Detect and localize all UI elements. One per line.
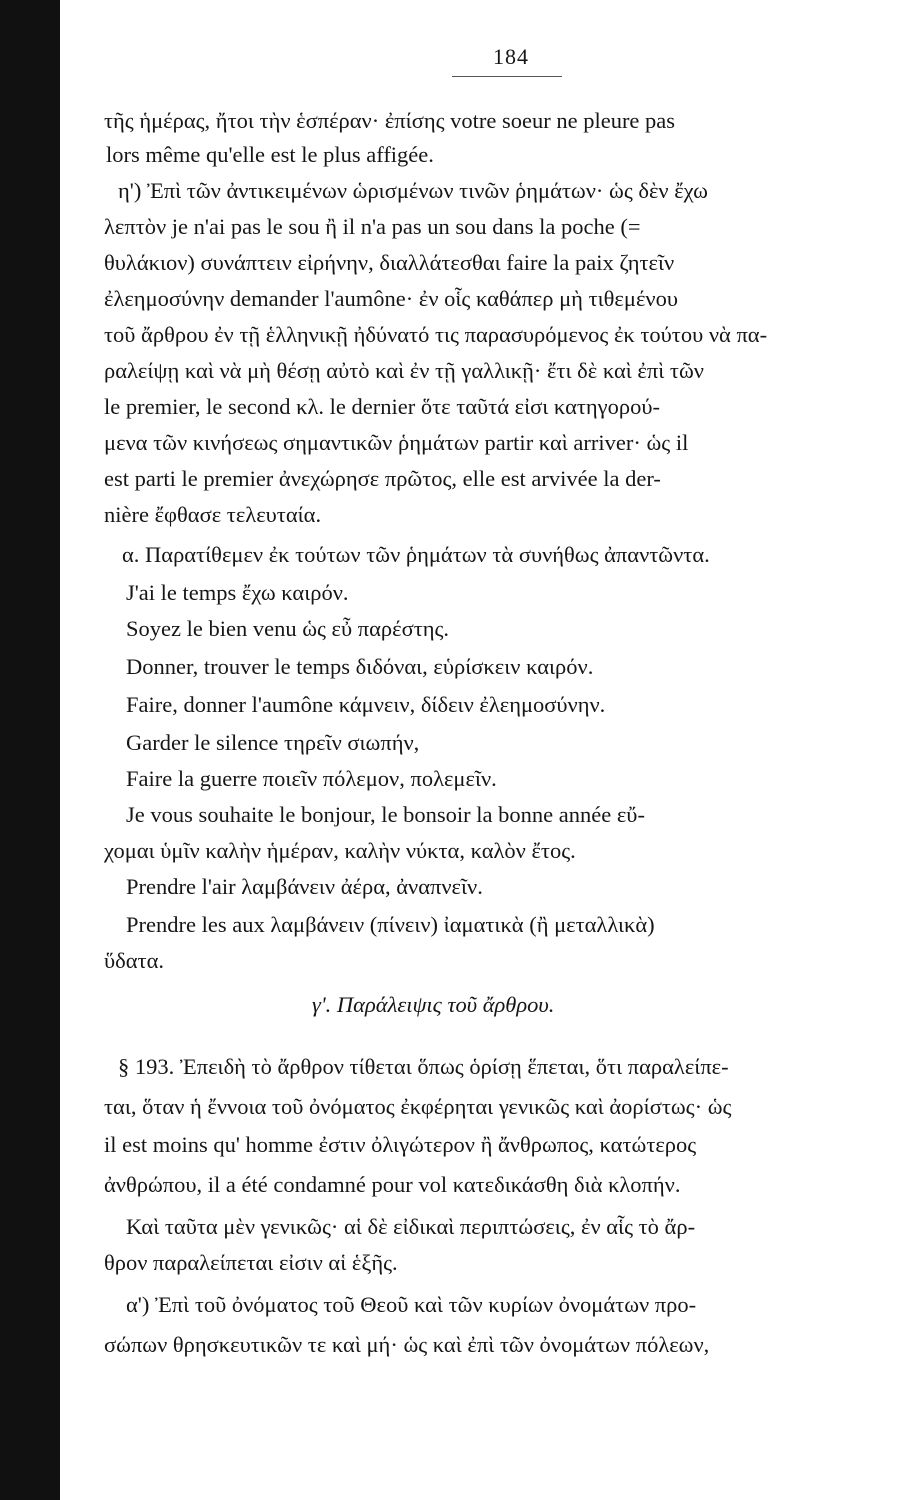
text-line: nière ἔφθασε τελευταία.: [104, 502, 322, 527]
text-line: θρον παραλείπεται εἰσιν αἱ ἑξῆς.: [104, 1250, 398, 1275]
text-line: le premier, le second κλ. le dernier ὅτε ταῦτά εἰσι κατηγορού-: [104, 394, 660, 419]
text-line: ἐλεημοσύνην demander l'aumône· ἐν οἷς καθάπερ μὴ τιθεμένου: [104, 286, 678, 311]
text-line: Prendre l'air λαμβάνειν ἀέρα, ἀναπνεῖν.: [126, 874, 483, 899]
section-heading: γ'. Παράλειψις τοῦ ἄρθρου.: [312, 992, 555, 1017]
text-line: Garder le silence τηρεῖν σιωπήν,: [126, 730, 420, 755]
text-line: Je vous souhaite le bonjour, le bonsoir la bonne année εὔ-: [126, 802, 645, 827]
text-line: τῆς ἡμέρας, ἤτοι τὴν ἑσπέραν· ἐπίσης votre soeur ne pleure pas: [104, 108, 676, 133]
text-line: θυλάκιον) συνάπτειν εἰρήνην, διαλλάτεσθαι faire la paix ζητεῖν: [104, 250, 675, 275]
page-number-rule: [452, 76, 562, 77]
text-line: σώπων θρησκευτικῶν τε καὶ μή· ὡς καὶ ἐπὶ τῶν ὀνομάτων πόλεων,: [104, 1332, 710, 1357]
text-line: χομαι ὑμῖν καλὴν ἡμέραν, καλὴν νύκτα, καλὸν ἔτος.: [104, 838, 576, 863]
text-line: ἀνθρώπου, il a été condamné pour vol κατεδικάσθη διὰ κλοπήν.: [104, 1172, 681, 1197]
text-line: ὕδατα.: [104, 948, 164, 973]
text-line: § 193. Ἐπειδὴ τὸ ἄρθρον τίθεται ὅπως ὁρίσῃ ἕπεται, ὅτι παραλείπε-: [118, 1054, 729, 1079]
text-line: Faire la guerre ποιεῖν πόλεμον, πολεμεῖν.: [126, 766, 497, 791]
text-line: μενα τῶν κινήσεως σημαντικῶν ῥημάτων partir καὶ arriver· ὡς il: [104, 430, 689, 455]
text-line: lors même qu'elle est le plus affigée.: [106, 142, 434, 167]
book-spine-shadow: [0, 0, 60, 1500]
text-line: Καὶ ταῦτα μὲν γενικῶς· αἱ δὲ εἰδικαὶ περιπτώσεις, ἐν αἷς τὸ ἄρ-: [126, 1214, 696, 1239]
text-line: τοῦ ἄρθρου ἐν τῇ ἑλληνικῇ ἠδύνατό τις παρασυρόμενος ἐκ τούτου νὰ πα-: [104, 322, 768, 347]
text-line: Prendre les aux λαμβάνειν (πίνειν) ἰαματικὰ (ἢ μεταλλικὰ): [126, 912, 655, 937]
page-number: 184: [493, 44, 529, 69]
text-line: Faire, donner l'aumône κάμνειν, δίδειν ἐλεημοσύνην.: [126, 692, 606, 717]
text-line: η') Ἐπὶ τῶν ἀντικειμένων ὡρισμένων τινῶν ῥημάτων· ὡς δὲν ἔχω: [118, 178, 708, 203]
text-line: λεπτὸν je n'ai pas le sou ἢ il n'a pas un sou dans la poche (=: [104, 214, 641, 239]
text-line: est parti le premier ἀνεχώρησε πρῶτος, elle est arvivée la der-: [104, 466, 661, 491]
text-line: il est moins qu' homme ἐστιν ὀλιγώτερον ἢ ἄνθρωπος, κατώτερος: [104, 1132, 697, 1157]
text-line: J'ai le temps ἔχω καιρόν.: [126, 580, 349, 605]
text-line: ται, ὅταν ἡ ἔννοια τοῦ ὀνόματος ἐκφέρηται γενικῶς καὶ ἀορίστως· ὡς: [104, 1094, 732, 1119]
text-line: Soyez le bien venu ὡς εὖ παρέστης.: [126, 616, 450, 641]
text-line: α') Ἐπὶ τοῦ ὀνόματος τοῦ Θεοῦ καὶ τῶν κυρίων ὀνομάτων προ-: [126, 1292, 697, 1317]
text-line: Donner, trouver le temps διδόναι, εὑρίσκειν καιρόν.: [126, 654, 594, 679]
text-line: α. Παρατίθεμεν ἐκ τούτων τῶν ῥημάτων τὰ συνήθως ἀπαντῶντα.: [122, 542, 710, 567]
text-line: ραλείψῃ καὶ νὰ μὴ θέσῃ αὐτὸ καὶ ἐν τῇ γαλλικῇ· ἔτι δὲ καὶ ἐπὶ τῶν: [104, 358, 704, 383]
